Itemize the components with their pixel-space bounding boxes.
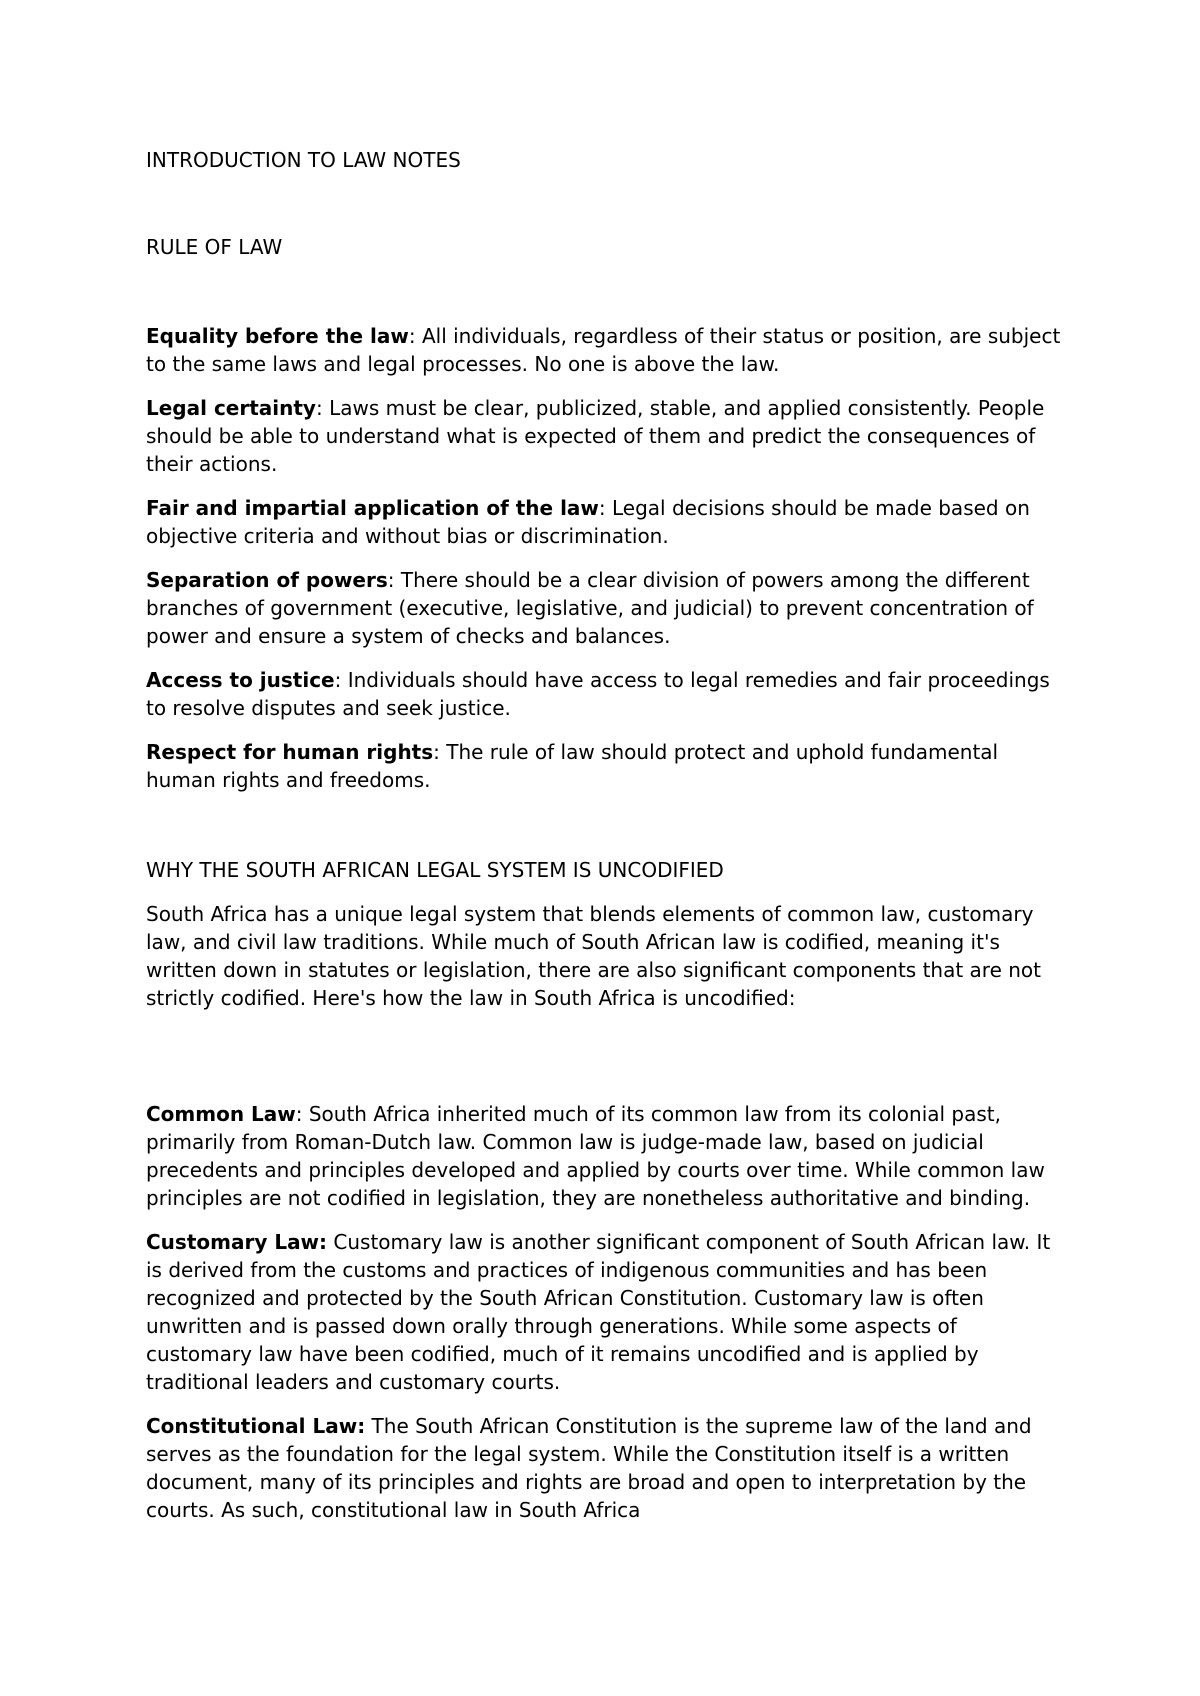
term-description: : Legal decisions should be made based on objective criteria and without bias or discrimination. xyxy=(146,496,1030,548)
term-label: Fair and impartial application of the law xyxy=(146,496,599,520)
uncodified-intro-block xyxy=(146,900,1066,1028)
term-label: Constitutional Law: xyxy=(146,1414,366,1438)
term-description: : All individuals, regardless of their status or position, are subject to the same laws and legal processes. No one is above the law. xyxy=(146,324,1061,376)
term-label: Common Law xyxy=(146,1102,296,1126)
list-item xyxy=(146,738,1066,794)
term-description: The South African Constitution is the supreme law of the land and serves as the foundation for the legal system. While the Constitution itself is a written document, many of its principles and rights are broad and open to interpretation by the courts. As such, constitutional law in South Africa xyxy=(146,1414,1032,1522)
term-label: Equality before the law xyxy=(146,324,409,348)
term-description: : Laws must be clear, publicized, stable, and applied consistently. People should be able to understand what is expected of them and predict the consequences of their actions. xyxy=(146,396,1045,476)
list-item xyxy=(146,1100,1066,1212)
list-item xyxy=(146,666,1066,722)
list-item xyxy=(146,494,1066,550)
list-item xyxy=(146,566,1066,650)
term-description: : Individuals should have access to legal remedies and fair proceedings to resolve disputes and seek justice. xyxy=(146,668,1050,720)
uncodified-list xyxy=(146,1100,1066,1540)
term-label: Customary Law: xyxy=(146,1230,328,1254)
list-item xyxy=(146,322,1066,378)
term-description: : The rule of law should protect and uphold fundamental human rights and freedoms. xyxy=(146,740,999,792)
term-description: Customary law is another significant component of South African law. It is derived from the customs and practices of indigenous communities and has been recognized and protected by the South African Constitution. Customary law is often unwritten and is passed down orally through generations. While some aspects of customary law have been codified, much of it remains uncodified and is applied by traditional leaders and customary courts. xyxy=(146,1230,1051,1394)
term-description: : South Africa inherited much of its common law from its colonial past, primarily from Roman-Dutch law. Common law is judge-made law, based on judicial precedents and principles developed and applied by courts over time. While common law principles are not codified in legislation, they are nonetheless authoritative and binding. xyxy=(146,1102,1045,1210)
rule-of-law-list xyxy=(146,322,1066,810)
section-heading-uncodified: WHY THE SOUTH AFRICAN LEGAL SYSTEM IS UNCODIFIED xyxy=(146,858,724,882)
term-label: Respect for human rights xyxy=(146,740,434,764)
term-description: : There should be a clear division of powers among the different branches of government (executive, legislative, and judicial) to prevent concentration of power and ensure a system of checks and balances. xyxy=(146,568,1034,648)
term-label: Access to justice xyxy=(146,668,335,692)
term-label: Separation of powers xyxy=(146,568,388,592)
list-item xyxy=(146,1412,1066,1524)
term-label: Legal certainty xyxy=(146,396,316,420)
intro-paragraph: South Africa has a unique legal system that blends elements of common law, customary law, and civil law traditions. While much of South African law is codified, meaning it's written down in statutes or legislation, there are also significant components that are not strictly codified. Here's how the law in South Africa is uncodified: xyxy=(146,902,1041,1010)
list-item xyxy=(146,1228,1066,1396)
document-title: INTRODUCTION TO LAW NOTES xyxy=(146,148,461,172)
section-heading-rule-of-law: RULE OF LAW xyxy=(146,235,283,259)
list-item xyxy=(146,394,1066,478)
